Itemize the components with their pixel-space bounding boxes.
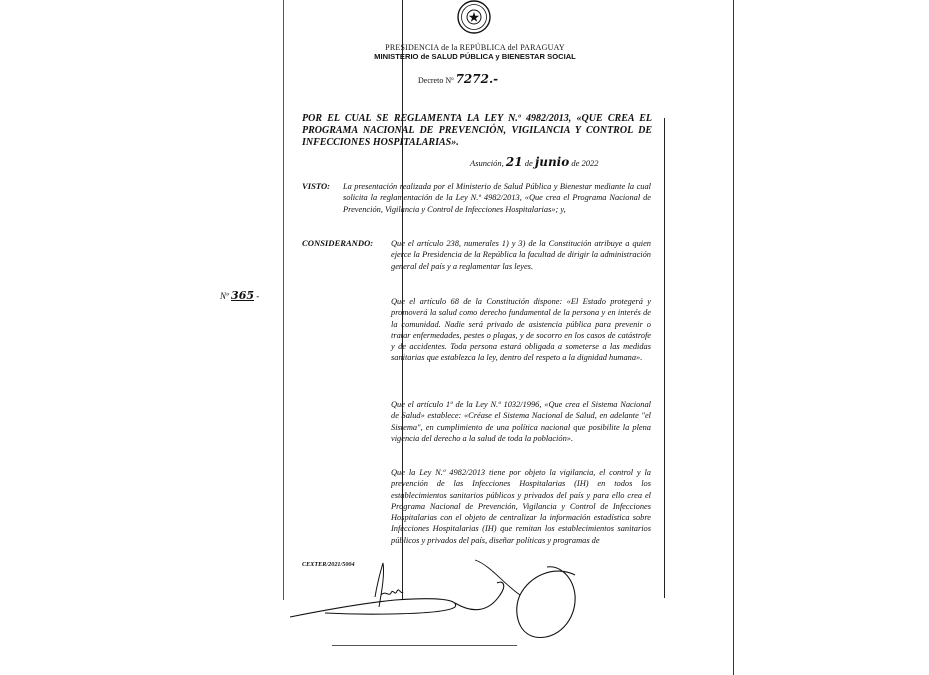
ministry-header: MINISTERIO de SALUD PÚBLICA y BIENESTAR SOCIAL bbox=[374, 52, 576, 61]
side-number-label: Nº bbox=[220, 291, 229, 301]
footer-reference-code: CEXTER/2021/5004 bbox=[302, 561, 355, 568]
date-month: junio bbox=[534, 155, 570, 169]
page-edge-right bbox=[733, 0, 734, 675]
visto-text: La presentación realizada por el Ministerio de Salud Pública y Bienestar mediante la cual solicita la reglamentación de la Ley N.º 4982/2013, «Que crea el Programa Nacional de Prevención, Vigilancia y Control de Infecciones Hospitalarias»; y, bbox=[343, 182, 651, 214]
visto-label: VISTO: bbox=[302, 181, 331, 191]
considerando-paragraph-2: Que el artículo 68 de la Constitución dispone: «El Estado protegerá y promoverá la salud como derecho fundamental de la persona y en interés de la comunidad. Nadie será privado de asistencia pública para prevenir o tratar enfermedades, pestes o plagas, y de socorro en los casos de catástrofe y de accidentes. Toda persona estará obligada a someterse a las medidas sanitarias que establezca la ley, dentro del respeto a la dignidad humana». bbox=[391, 297, 651, 363]
right-margin-rule bbox=[664, 118, 665, 598]
considerando-paragraph-3: Que el artículo 1º de la Ley N.º 1032/1996, «Que crea el Sistema Nacional de Salud» establece: «Créase el Sistema Nacional de Salud, en adelante "el Sistema", en cumplimiento de una política nacional que posibilite la plena vigencia del derecho a la salud de toda la población». bbox=[391, 400, 651, 443]
date-prefix: Asunción, bbox=[470, 158, 504, 168]
document-date bbox=[470, 155, 655, 169]
handwritten-signatures bbox=[285, 555, 605, 655]
decree-number-line bbox=[418, 72, 498, 86]
decree-number: 7272.- bbox=[455, 72, 499, 86]
document-title: POR EL CUAL SE REGLAMENTA LA LEY N.º 4982/2013, «QUE CREA EL PROGRAMA NACIONAL DE PREVENCIÓN, VIGILANCIA Y CONTROL DE INFECCIONES HOSPITALARIAS». bbox=[302, 113, 652, 148]
presidency-header: PRESIDENCIA de la REPÚBLICA del PARAGUAY bbox=[385, 43, 565, 52]
national-seal-icon bbox=[452, 0, 496, 36]
side-number-value: 365 bbox=[231, 289, 255, 302]
considerando-paragraph-1: Que el artículo 238, numerales 1) y 3) de la Constitución atribuye a quien ejerce la Presidencia de la República la facultad de dirigir la administración general del país y a reglamentar las leyes. bbox=[391, 239, 651, 271]
side-number-suffix: - bbox=[256, 291, 260, 301]
date-de: de bbox=[524, 158, 533, 168]
date-day: 21 bbox=[505, 155, 523, 169]
page-margin-line bbox=[283, 0, 284, 600]
bottom-rule bbox=[332, 645, 517, 646]
considerando-label: CONSIDERANDO: bbox=[302, 238, 374, 248]
considerando-paragraph-4: Que la Ley N.º 4982/2013 tiene por objeto la vigilancia, el control y la prevención de las Infecciones Hospitalarias (IH) en todos los establecimientos sanitarios públicos y privados del país y para ello crea el Programa Nacional de Prevención, Vigilancia y Control de Infecciones Hospitalarias con el objeto de centralizar la información estadística sobre Infecciones Hospitalarias (IH) que remitan los establecimientos sanitarios públicos y privados del país, diseñar políticas y programas de bbox=[391, 468, 651, 545]
side-registry-number bbox=[220, 289, 259, 302]
decree-label: Decreto Nº bbox=[418, 76, 454, 85]
date-year: de 2022 bbox=[571, 158, 599, 168]
